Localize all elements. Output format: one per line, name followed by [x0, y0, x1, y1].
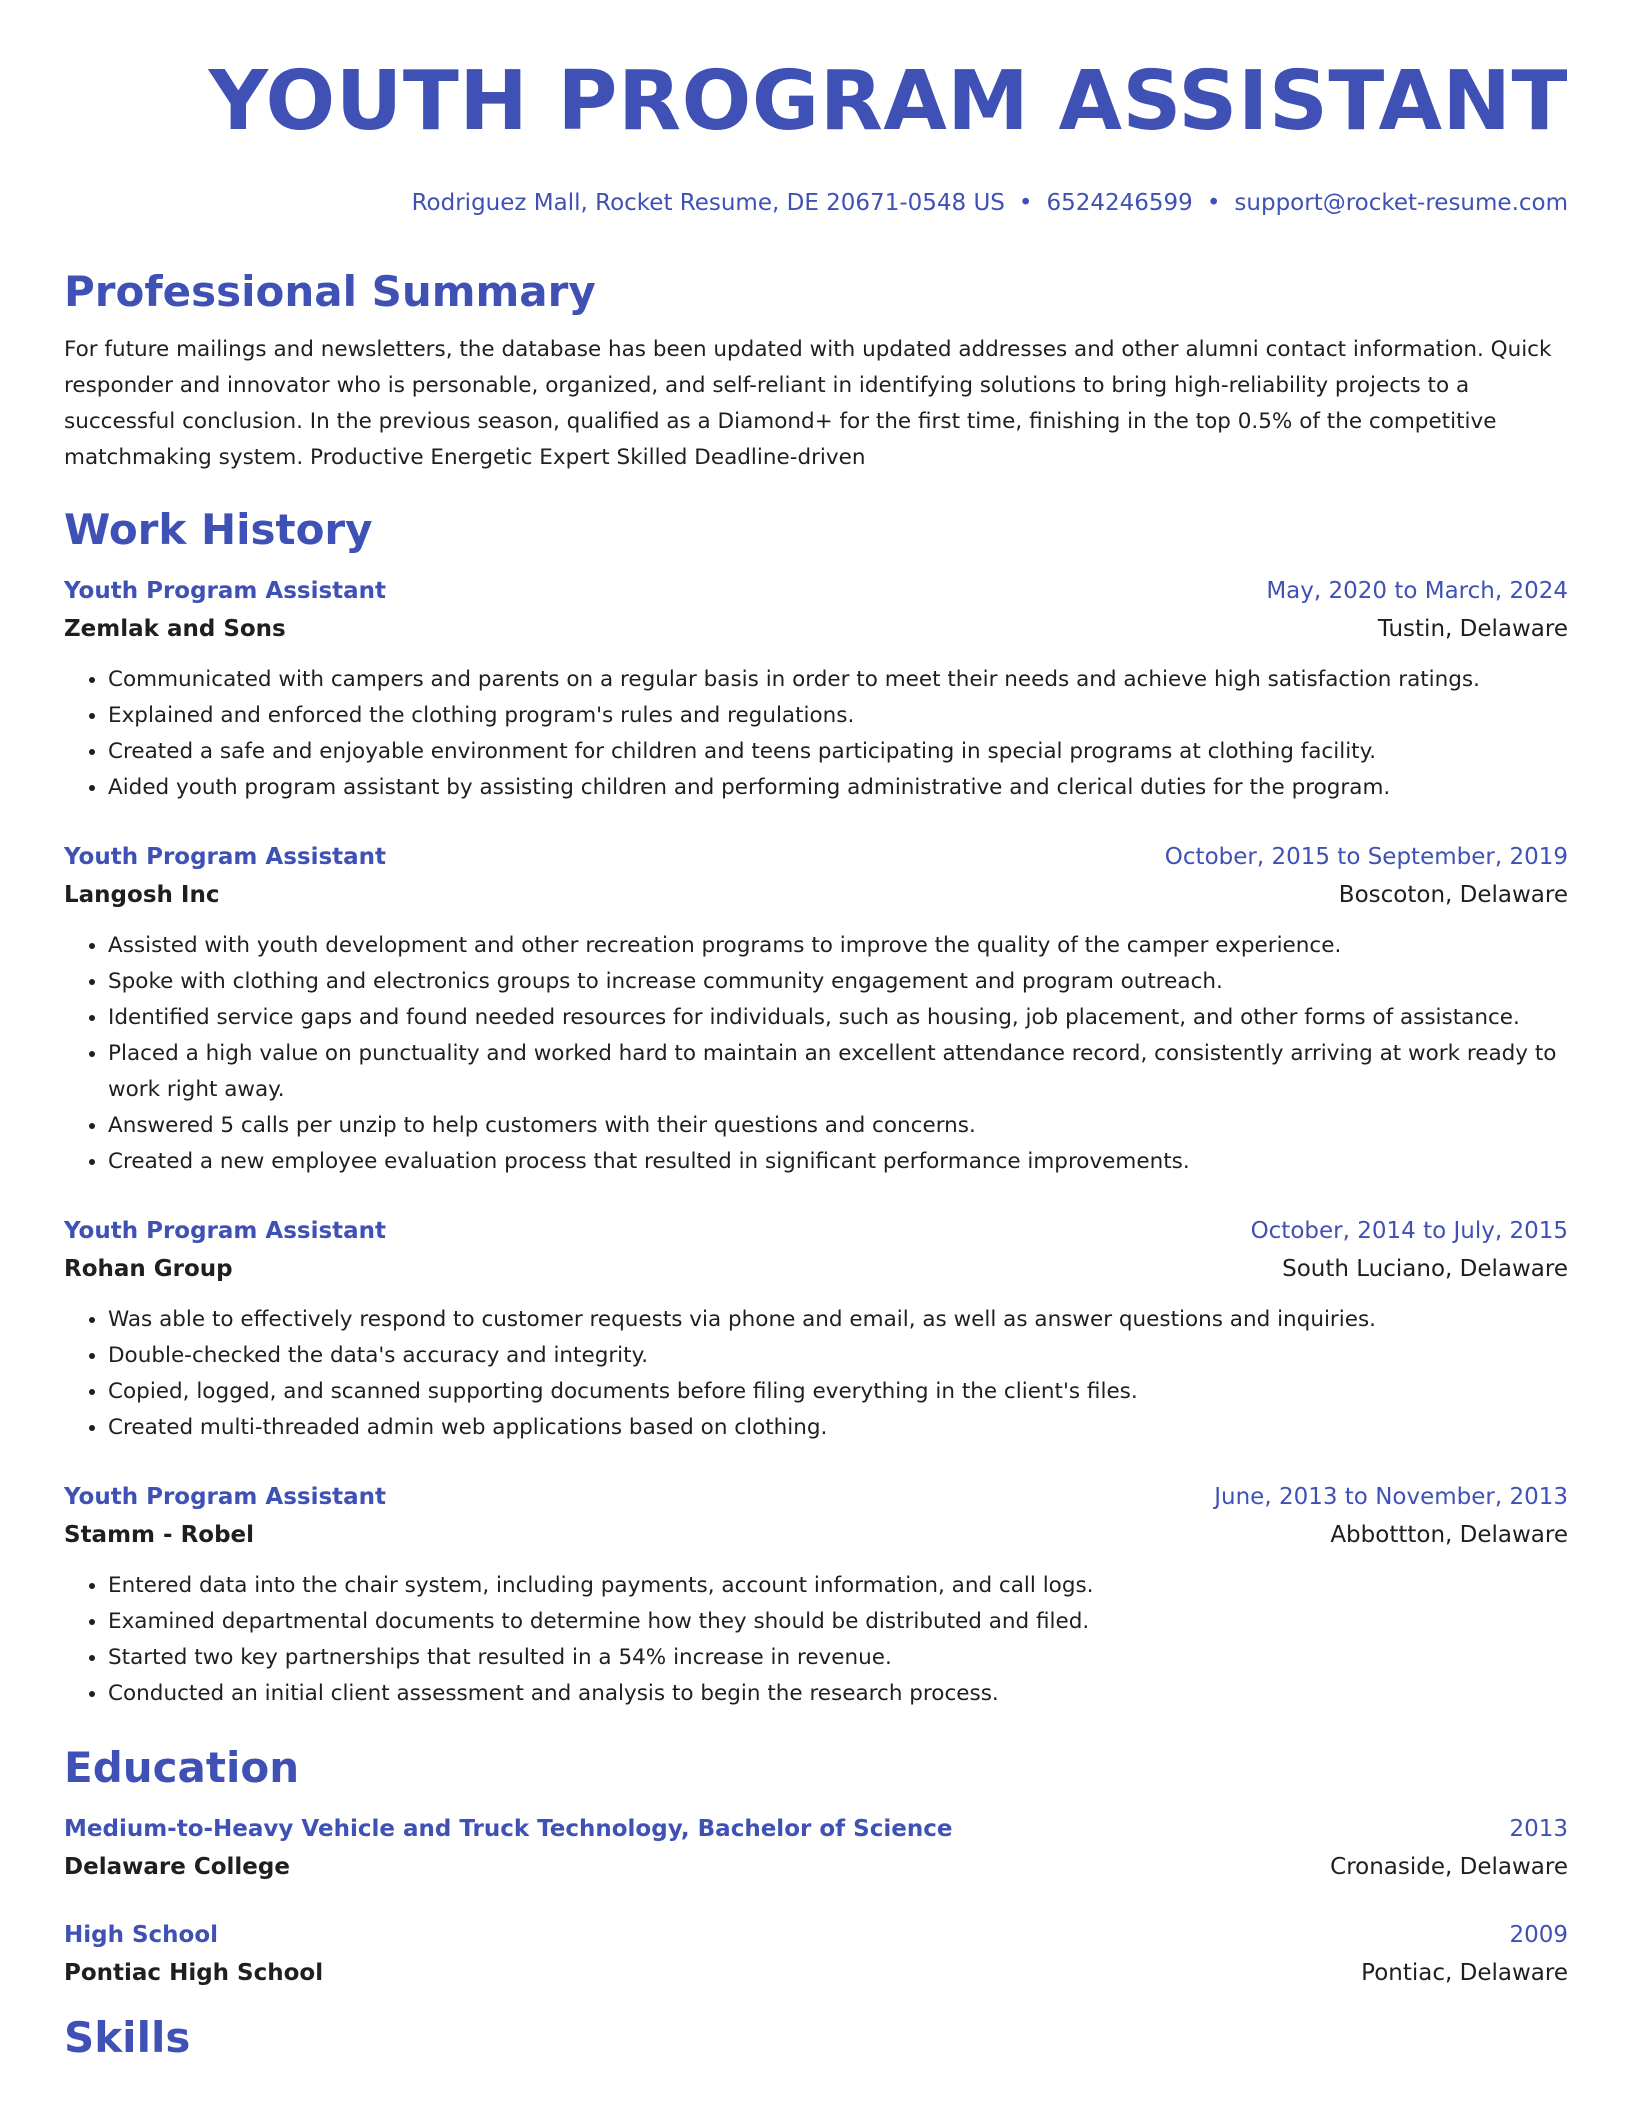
job-location: Boscoton, Delaware [1338, 882, 1568, 908]
job-bullet: • Identified service gaps and found needed resources for individuals, such as housing, job placement, and other forms of assistance. [108, 1000, 1568, 1036]
job-bullets [64, 1302, 1568, 1446]
contact-address: Rodriguez Mall, Rocket Resume, DE 20671-0548 US [411, 190, 1005, 216]
education-entry [64, 1918, 1568, 1990]
job-company: Zemlak and Sons [64, 616, 286, 642]
job-header-row [64, 574, 1568, 608]
education-header-row [64, 1812, 1568, 1846]
job-title: Youth Program Assistant [64, 844, 387, 870]
job-company-row [64, 1518, 1568, 1552]
job-bullet: • Created a safe and enjoyable environment for children and teens participating in special programs at clothing facility. [108, 734, 1568, 770]
education-year: 2013 [1509, 1816, 1568, 1842]
education-degree: High School [64, 1922, 219, 1948]
job-entry [64, 1214, 1568, 1446]
contact-line [64, 188, 1568, 218]
job-title: Youth Program Assistant [64, 1484, 387, 1510]
job-company: Rohan Group [64, 1256, 233, 1282]
job-bullet: • Spoke with clothing and electronics groups to increase community engagement and program outreach. [108, 964, 1568, 1000]
education-school: Pontiac High School [64, 1960, 324, 1986]
job-location: Tustin, Delaware [1377, 616, 1568, 642]
contact-separator: • [1018, 190, 1033, 216]
job-bullets [64, 928, 1568, 1180]
education-degree: Medium-to-Heavy Vehicle and Truck Technology, Bachelor of Science [64, 1816, 953, 1842]
education-entry [64, 1812, 1568, 1884]
job-bullet: • Conducted an initial client assessment and analysis to begin the research process. [108, 1676, 1568, 1712]
job-bullet: • Assisted with youth development and other recreation programs to improve the quality of the camper experience. [108, 928, 1568, 964]
job-title: Youth Program Assistant [64, 578, 387, 604]
job-bullet: • Explained and enforced the clothing program's rules and regulations. [108, 698, 1568, 734]
summary-text: For future mailings and newsletters, the database has been updated with updated addresses and other alumni contact information. Quick responder and innovator who is personable, organized, and self-reliant in identifying solutions to bring high-reliability projects to a successful conclusion. In the previous season, qualified as a Diamond+ for the first time, finishing in the top 0.5% of the competitive matchmaking system. Productive Energetic Expert Skilled Deadline-driven [64, 337, 1552, 470]
job-entry [64, 1480, 1568, 1712]
education-school-row [64, 1850, 1568, 1884]
job-bullet: • Created multi-threaded admin web applications based on clothing. [108, 1410, 1568, 1446]
section-heading-education: Education [64, 1743, 300, 1792]
job-header-row [64, 840, 1568, 874]
education-header-row [64, 1918, 1568, 1952]
job-bullet: • Placed a high value on punctuality and worked hard to maintain an excellent attendance record, consistently arriving at work ready to work right away. [108, 1036, 1568, 1108]
job-location: Abbottton, Delaware [1330, 1522, 1568, 1548]
job-dates: October, 2015 to September, 2019 [1164, 844, 1568, 870]
section-heading-work-history: Work History [64, 505, 373, 554]
job-bullet: • Was able to effectively respond to customer requests via phone and email, as well as answer questions and inquiries. [108, 1302, 1568, 1338]
job-bullets [64, 662, 1568, 806]
education-location: Pontiac, Delaware [1361, 1960, 1568, 1986]
contact-separator: • [1206, 190, 1221, 216]
job-dates: May, 2020 to March, 2024 [1266, 578, 1568, 604]
contact-phone: 6524246599 [1046, 190, 1193, 216]
job-company-row [64, 878, 1568, 912]
education-location: Cronaside, Delaware [1330, 1854, 1568, 1880]
job-title: Youth Program Assistant [64, 1218, 387, 1244]
job-bullet: • Communicated with campers and parents on a regular basis in order to meet their needs and achieve high satisfaction ratings. [108, 662, 1568, 698]
job-header-row [64, 1214, 1568, 1248]
resume-title: YOUTH PROGRAM ASSISTANT [208, 54, 1568, 149]
job-company: Stamm - Robel [64, 1522, 255, 1548]
job-bullet: • Copied, logged, and scanned supporting documents before filing everything in the client's files. [108, 1374, 1568, 1410]
job-company-row [64, 612, 1568, 646]
job-entry [64, 840, 1568, 1180]
job-bullet: • Created a new employee evaluation process that resulted in significant performance improvements. [108, 1144, 1568, 1180]
contact-email[interactable]: support@rocket-resume.com [1234, 190, 1568, 216]
job-entry [64, 574, 1568, 806]
job-company: Langosh Inc [64, 882, 220, 908]
job-bullet: • Started two key partnerships that resulted in a 54% increase in revenue. [108, 1640, 1568, 1676]
education-school: Delaware College [64, 1854, 290, 1880]
job-bullet: • Aided youth program assistant by assisting children and performing administrative and clerical duties for the program. [108, 770, 1568, 806]
job-header-row [64, 1480, 1568, 1514]
education-school-row [64, 1956, 1568, 1990]
job-bullets [64, 1568, 1568, 1712]
education-year: 2009 [1509, 1922, 1568, 1948]
job-location: South Luciano, Delaware [1282, 1256, 1568, 1282]
job-bullet: • Entered data into the chair system, including payments, account information, and call logs. [108, 1568, 1568, 1604]
job-bullet: • Double-checked the data's accuracy and integrity. [108, 1338, 1568, 1374]
section-heading-summary: Professional Summary [64, 267, 596, 316]
section-heading-skills: Skills [64, 2013, 191, 2062]
job-company-row [64, 1252, 1568, 1286]
job-dates: October, 2014 to July, 2015 [1250, 1218, 1568, 1244]
job-bullet: • Examined departmental documents to determine how they should be distributed and filed. [108, 1604, 1568, 1640]
job-dates: June, 2013 to November, 2013 [1214, 1484, 1568, 1510]
job-bullet: • Answered 5 calls per unzip to help customers with their questions and concerns. [108, 1108, 1568, 1144]
